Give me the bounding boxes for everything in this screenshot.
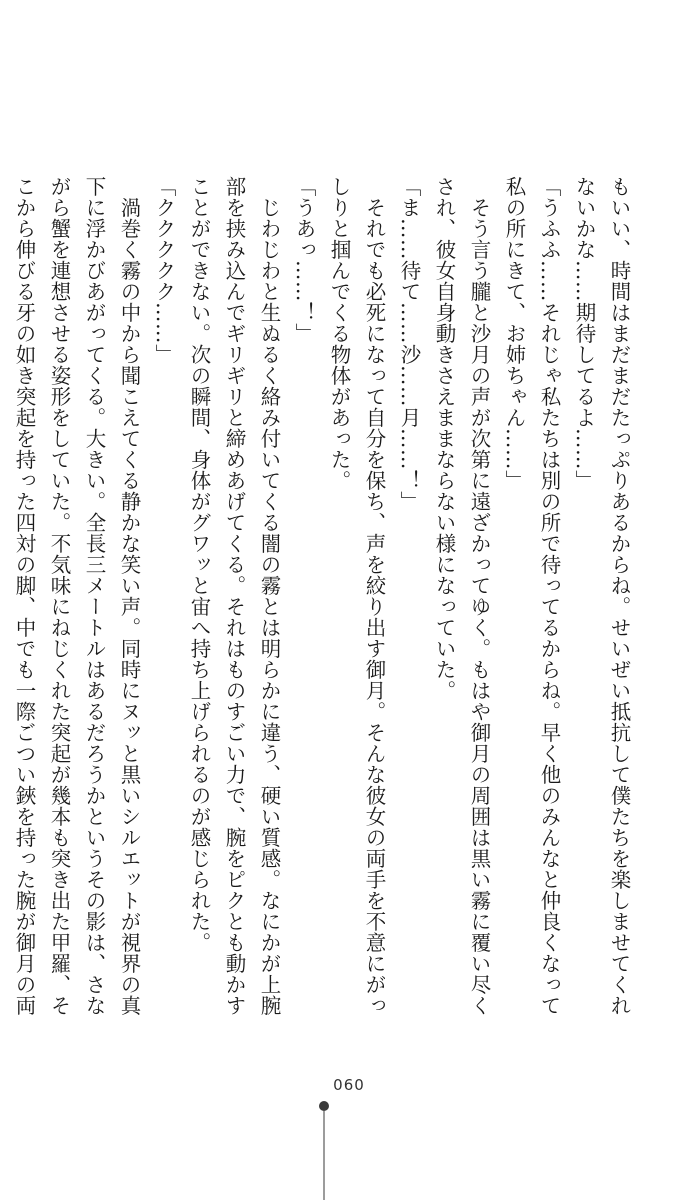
text-line-3: 「うふふ……それじゃ私たちは別の所で待ってるからね。早く他のみんなと仲良くなって (537, 176, 561, 1016)
text-line-2: ないかな……期待してるよ……」 (572, 176, 596, 491)
text-line-4: 私の所にきて、お姉ちゃん……」 (502, 176, 526, 491)
text-line-5: そう言う朧と沙月の声が次第に遠ざかってゆく。もはや御月の周囲は黒い霧に覆い尽く (467, 176, 491, 1016)
page-marker-icon (318, 1100, 330, 1200)
text-line-8: それでも必死になって自分を保ち、声を絞り出す御月。そんな彼女の両手を不意にがっ (362, 176, 386, 1016)
page-number: 060 (333, 1076, 365, 1094)
text-line-17: がら蟹を連想させる姿形をしていた。不気味にねじくれた突起が幾本も突き出た甲羅、そ (47, 176, 71, 1016)
text-line-14: 「ククククク……」 (152, 176, 176, 365)
text-line-12: 部を挟み込んでギリギリと締めあげてくる。それはものすごい力で、腕をピクとも動かす (222, 176, 246, 1016)
vertical-text-body (6, 176, 636, 1016)
text-line-10: 「うあっ……！」 (292, 176, 316, 344)
text-line-1: もいい、時間はまだまだたっぷりあるからね。せいぜい抵抗して僕たちを楽しませてくれ (607, 176, 631, 1016)
text-line-6: され、彼女自身動きさえままならない様になっていた。 (432, 176, 456, 701)
text-line-13: ことができない。次の瞬間、身体がグワッと宙へ持ち上げられるのが感じられた。 (187, 176, 211, 953)
text-line-9: しりと掴んでくる物体があった。 (327, 176, 351, 491)
text-line-15: 渦巻く霧の中から聞こえてくる静かな笑い声。同時にヌッと黒いシルエットが視界の真 (117, 176, 141, 1016)
text-line-7: 「ま……待て……沙……月……！」 (397, 176, 421, 512)
text-line-18: こから伸びる牙の如き突起を持った四対の脚、中でも一際ごつい鋏を持った腕が御月の両 (12, 176, 36, 1016)
text-line-11: じわじわと生ぬるく絡み付いてくる闇の霧とは明らかに違う、硬い質感。なにかが上腕 (257, 176, 281, 1016)
text-line-16: 下に浮かびあがってくる。大きい。全長三メートルはあるだろうかというその影は、さな (82, 176, 106, 1016)
